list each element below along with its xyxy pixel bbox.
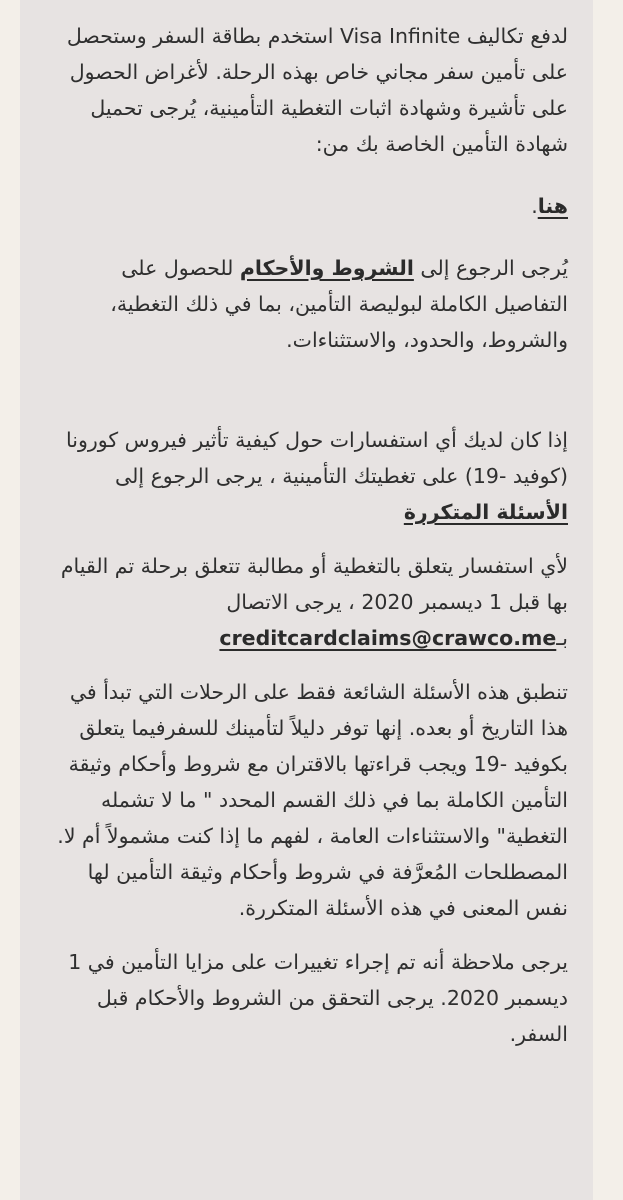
download-link-paragraph [48, 188, 568, 224]
covid-paragraph [48, 422, 568, 530]
download-here-link[interactable]: هنا [537, 194, 568, 218]
right-margin [593, 0, 623, 1200]
terms-paragraph [48, 250, 568, 358]
left-margin [0, 0, 20, 1200]
claims-prefix: بـ [556, 626, 568, 650]
article-body [48, 18, 568, 1052]
faq-scope-text: تنطبق هذه الأسئلة الشائعة فقط على الرحلات التي تبدأ في هذا التاريخ أو بعده. إنها توفر دليلاً لتأمينك للسفرفيما يتعلق بكوفيد -19 ويجب قراءتها بالاقتران مع شروط وأحكام وثيقة التأمين الكاملة بما في ذلك القسم المحدد " ما لا تشمله التغطية" والاستثناءات العامة ، لفهم ما إذا كنت مشمولاً أم لا. المصطلحات المُعرَّفة في شروط وأحكام وثيقة التأمين لها نفس المعنى في هذه الأسئلة المتكررة. [57, 680, 568, 920]
terms-text-after: للحصول على التفاصيل الكاملة لبوليصة التأمين، بما في ذلك التغطية، والشروط، والحدود، والاستثناءات. [110, 256, 568, 352]
intro-text-after-brand: استخدم بطاقة السفر وستحصل على تأمين سفر مجاني خاص بهذه الرحلة. لأغراض الحصول على تأشيرة وشهادة اثبات التغطية التأمينية، يُرجى تحميل شهادة التأمين الخاصة بك من: [66, 24, 568, 156]
claims-paragraph [48, 548, 568, 656]
changes-notice-paragraph [48, 944, 568, 1052]
faq-link[interactable]: الأسئلة المتكررة [403, 500, 568, 524]
faq-scope-paragraph [48, 674, 568, 926]
download-link-trailing: . [531, 194, 538, 218]
claims-email-link[interactable]: creditcardclaims@crawco.me [219, 626, 557, 650]
terms-and-conditions-link[interactable]: الشروط والأحكام [239, 256, 414, 280]
changes-notice-text: يرجى ملاحظة أنه تم إجراء تغييرات على مزايا التأمين في 1 ديسمبر 2020. يرجى التحقق من الشروط والأحكام قبل السفر. [68, 950, 568, 1046]
card-brand-name: Visa Infinite [339, 24, 461, 48]
covid-text: إذا كان لديك أي استفسارات حول كيفية تأثير فيروس كورونا (كوفيد -19) على تغطيتك التأمينية ، يرجى الرجوع إلى [66, 428, 568, 488]
intro-text-before-brand: لدفع تكاليف [466, 24, 568, 48]
terms-text-before: يُرجى الرجوع إلى [420, 256, 568, 280]
intro-paragraph [48, 18, 568, 162]
claims-text: لأي استفسار يتعلق بالتغطية أو مطالبة تتعلق برحلة تم القيام بها قبل 1 ديسمبر 2020 ، يرجى الاتصال [60, 554, 568, 614]
